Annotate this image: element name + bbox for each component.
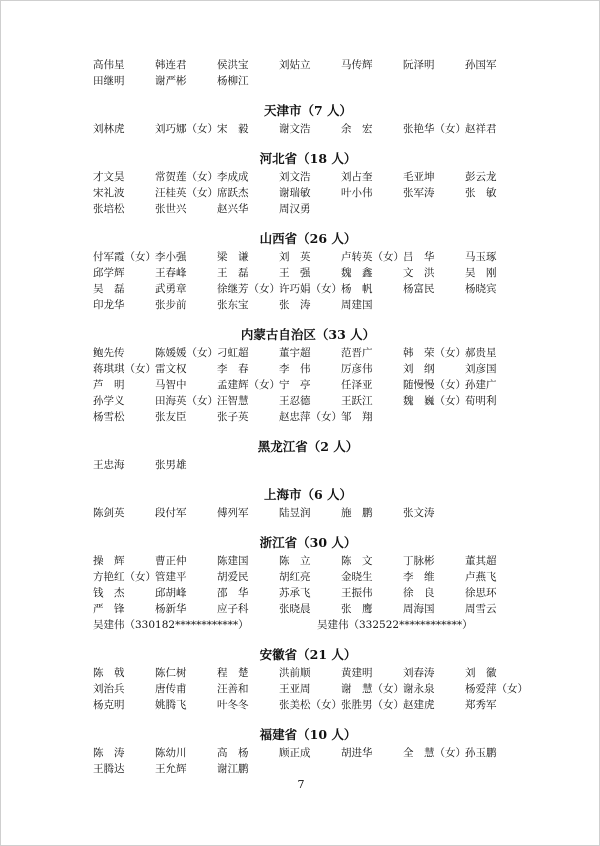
person-name: 叶冬冬 (217, 699, 249, 711)
person-name: 施 鹏 (341, 507, 373, 519)
person-name: 王忍德 (279, 395, 311, 407)
person-name: 郝贵星 (465, 347, 497, 359)
person-name: 王允辉 (155, 763, 187, 775)
person-name: 随慢慢（女） (403, 379, 466, 391)
person-name: 严 锋 (93, 603, 125, 615)
person-name: 王忠海 (93, 459, 125, 471)
person-name: 刘林虎 (93, 123, 125, 135)
person-name: 丁脉彬 (403, 555, 435, 567)
name-grid (93, 345, 523, 425)
person-name: 孟建辉（女） (217, 379, 280, 391)
person-name: 刘 英 (279, 251, 311, 263)
person-name: 陆昱润 (279, 507, 311, 519)
name-grid (93, 457, 523, 473)
person-name: 管建平 (155, 571, 187, 583)
section-heading: 福建省（10 人） (259, 727, 357, 742)
person-name: 杨富民 (403, 283, 435, 295)
province-section (93, 438, 523, 473)
person-name: 吴 磊 (93, 283, 125, 295)
person-name: 陈 戟 (93, 667, 125, 679)
person-name: 刘巧娜（女） (155, 123, 218, 135)
person-name: 胡红亮 (279, 571, 311, 583)
section-heading: 黑龙江省（2 人） (257, 439, 359, 454)
person-name: 赵建虎 (403, 699, 435, 711)
person-name: 邱胡峰 (155, 587, 187, 599)
person-name: 洪前顺 (279, 667, 311, 679)
name-list (93, 57, 528, 777)
section-heading: 山西省（26 人） (259, 231, 357, 246)
person-name: 文 洪 (403, 267, 435, 279)
person-name: 宁 亭 (279, 379, 311, 391)
person-name: 李 伟 (279, 363, 311, 375)
person-name: 马传辉 (341, 59, 373, 71)
person-name: 陈 涛 (93, 747, 125, 759)
person-name: 常贺莲（女） (155, 171, 218, 183)
person-name: 武勇章 (155, 283, 187, 295)
person-name: 操 辉 (93, 555, 125, 567)
person-name: 陈建国 (217, 555, 249, 567)
person-name: 任泽亚 (341, 379, 373, 391)
person-name: 胡爱民 (217, 571, 249, 583)
person-name: 刘治兵 (93, 683, 125, 695)
person-name: 陈剑英 (93, 507, 125, 519)
person-name: 张世兴 (155, 203, 187, 215)
person-name: 范晋广 (341, 347, 373, 359)
person-name: 苏承飞 (279, 587, 311, 599)
person-name: 钱 杰 (93, 587, 125, 599)
person-name: 吴 刚 (465, 267, 497, 279)
person-name: 韩 荣（女） (403, 347, 466, 359)
person-name: 马智中 (155, 379, 187, 391)
person-name: 叶小伟 (341, 187, 373, 199)
person-name: 金晓生 (341, 571, 373, 583)
person-name: 董其超 (465, 555, 497, 567)
person-name: 印龙华 (93, 299, 125, 311)
person-name: 王 磊 (217, 267, 249, 279)
id-entry-row (93, 617, 523, 633)
person-name: 田继明 (93, 75, 125, 87)
person-name: 吕 华 (403, 251, 435, 263)
person-name: 许巧娟（女） (279, 283, 342, 295)
person-name: 张子英 (217, 411, 249, 423)
person-name: 彭云龙 (465, 171, 497, 183)
person-name: 张培松 (93, 203, 125, 215)
person-name: 孙玉鹏 (465, 747, 497, 759)
person-name: 杨晓宾 (465, 283, 497, 295)
person-name: 张艳华（女） (403, 123, 466, 135)
person-name: 刘 纲 (403, 363, 435, 375)
person-name: 陈仁树 (155, 667, 187, 679)
person-name: 刘姑立 (279, 59, 311, 71)
person-name: 陈 立 (279, 555, 311, 567)
person-name: 汪智慧 (217, 395, 249, 407)
section-heading: 内蒙古自治区（33 人） (240, 327, 376, 342)
person-name: 张步前 (155, 299, 187, 311)
person-name: 谢 慧（女） (341, 683, 404, 695)
person-name: 蒋琪琪（女） (93, 363, 156, 375)
person-name: 宋礼波 (93, 187, 125, 199)
person-name: 李 维 (403, 571, 435, 583)
person-name: 侯洪宝 (217, 59, 249, 71)
name-grid (93, 553, 523, 617)
person-name: 张 鹰 (341, 603, 373, 615)
person-name: 张友臣 (155, 411, 187, 423)
person-name: 邱学辉 (93, 267, 125, 279)
province-section (93, 534, 523, 633)
name-grid (93, 57, 523, 89)
province-section (93, 326, 523, 425)
person-name-with-id: 吴建伟（332522************） (317, 619, 473, 631)
person-name: 卢燕飞 (465, 571, 497, 583)
person-name: 谢文浩 (279, 123, 311, 135)
person-name: 才文昊 (93, 171, 125, 183)
name-grid (93, 249, 523, 313)
person-name: 顾正成 (279, 747, 311, 759)
person-name: 姚腾飞 (155, 699, 187, 711)
person-name: 张男雄 (155, 459, 187, 471)
person-name: 刘占奎 (341, 171, 373, 183)
person-name: 席跃杰 (217, 187, 249, 199)
person-name: 田海英（女） (155, 395, 218, 407)
person-name: 荀明利 (465, 395, 497, 407)
province-section (93, 230, 523, 313)
province-section (93, 57, 523, 89)
person-name: 陈 文 (341, 555, 373, 567)
person-name: 李成成 (217, 171, 249, 183)
person-name: 谢江鹏 (217, 763, 249, 775)
person-name: 全 慧（女） (403, 747, 466, 759)
person-name: 杨爱萍（女） (465, 683, 528, 695)
section-heading: 河北省（18 人） (259, 151, 357, 166)
person-name: 方艳红（女） (93, 571, 156, 583)
name-grid (93, 505, 523, 521)
person-name: 张美松（女） (279, 699, 342, 711)
person-name-with-id: 吴建伟（330182************） (93, 619, 249, 631)
person-name: 谢瑞敏 (279, 187, 311, 199)
person-name: 邹 翔 (341, 411, 373, 423)
person-name: 赵祥君 (465, 123, 497, 135)
person-name: 周雪云 (465, 603, 497, 615)
person-name: 杨雪松 (93, 411, 125, 423)
person-name: 张文涛 (403, 507, 435, 519)
person-name: 雷文权 (155, 363, 187, 375)
person-name: 芦 明 (93, 379, 125, 391)
person-name: 厉彦伟 (341, 363, 373, 375)
person-name: 杨新华 (155, 603, 187, 615)
province-section (93, 486, 523, 521)
person-name: 刘彦国 (465, 363, 497, 375)
person-name: 张 敏 (465, 187, 497, 199)
person-name: 胡进华 (341, 747, 373, 759)
person-name: 徐继芳（女） (217, 283, 280, 295)
person-name: 王 强 (279, 267, 311, 279)
name-grid (93, 665, 528, 713)
person-name: 高伟星 (93, 59, 125, 71)
section-heading: 上海市（6 人） (263, 487, 353, 502)
person-name: 马玉琢 (465, 251, 497, 263)
person-name: 刘文浩 (279, 171, 311, 183)
section-heading: 安徽省（21 人） (259, 647, 357, 662)
person-name: 韩连君 (155, 59, 187, 71)
province-section (93, 150, 523, 217)
person-name: 王春峰 (155, 267, 187, 279)
person-name: 余 宏 (341, 123, 373, 135)
person-name: 董宇超 (279, 347, 311, 359)
person-name: 李小强 (155, 251, 187, 263)
person-name: 杨 帆 (341, 283, 373, 295)
person-name: 郑秀军 (465, 699, 497, 711)
person-name: 李 春 (217, 363, 249, 375)
province-section (93, 726, 523, 777)
section-heading: 浙江省（30 人） (259, 535, 357, 550)
person-name: 赵兴华 (217, 203, 249, 215)
person-name: 谢永泉 (403, 683, 435, 695)
person-name: 张胜男（女） (341, 699, 404, 711)
person-name: 高 杨 (217, 747, 249, 759)
person-name: 黄建明 (341, 667, 373, 679)
person-name: 杨克明 (93, 699, 125, 711)
person-name: 徐思环 (465, 587, 497, 599)
person-name: 张晓晨 (279, 603, 311, 615)
person-name: 阮泽明 (403, 59, 435, 71)
person-name: 汪桂英（女） (155, 187, 218, 199)
person-name: 张军涛 (403, 187, 435, 199)
person-name: 王振伟 (341, 587, 373, 599)
person-name: 孙国军 (465, 59, 497, 71)
person-name: 徐 良 (403, 587, 435, 599)
name-grid (93, 745, 523, 777)
person-name: 谢严彬 (155, 75, 187, 87)
person-name: 傅列军 (217, 507, 249, 519)
person-name: 汪善和 (217, 683, 249, 695)
person-name: 杨柳江 (217, 75, 249, 87)
person-name: 陈媛媛（女） (155, 347, 218, 359)
person-name: 梁 谦 (217, 251, 249, 263)
person-name: 周建国 (341, 299, 373, 311)
person-name: 鲍先传 (93, 347, 125, 359)
name-grid (93, 169, 523, 217)
person-name: 刁虹超 (217, 347, 249, 359)
person-name: 王腾达 (93, 763, 125, 775)
person-name: 卢转英（女） (341, 251, 404, 263)
person-name: 魏 鑫 (341, 267, 373, 279)
person-name: 毛亚坤 (403, 171, 435, 183)
person-name: 赵忠萍（女） (279, 411, 342, 423)
section-heading: 天津市（7 人） (263, 103, 353, 118)
person-name: 刘 徽 (465, 667, 497, 679)
person-name: 宋 毅 (217, 123, 249, 135)
province-section (93, 646, 528, 713)
person-name: 刘春涛 (403, 667, 435, 679)
person-name: 曹正仲 (155, 555, 187, 567)
person-name: 孙建广 (465, 379, 497, 391)
person-name: 周海国 (403, 603, 435, 615)
person-name: 程 楚 (217, 667, 249, 679)
name-grid (93, 121, 523, 137)
page-number: 7 (297, 778, 305, 791)
person-name: 王亚周 (279, 683, 311, 695)
person-name: 段付军 (155, 507, 187, 519)
person-name: 魏 巍（女） (403, 395, 466, 407)
person-name: 陈幼川 (155, 747, 187, 759)
person-name: 邵 华 (217, 587, 249, 599)
person-name: 张 涛 (279, 299, 311, 311)
person-name: 张东宝 (217, 299, 249, 311)
province-section (93, 102, 523, 137)
person-name: 应子科 (217, 603, 249, 615)
person-name: 王跃江 (341, 395, 373, 407)
person-name: 付军霞（女） (93, 251, 156, 263)
person-name: 唐传甫 (155, 683, 187, 695)
person-name: 孙学义 (93, 395, 125, 407)
person-name: 周汉勇 (279, 203, 311, 215)
